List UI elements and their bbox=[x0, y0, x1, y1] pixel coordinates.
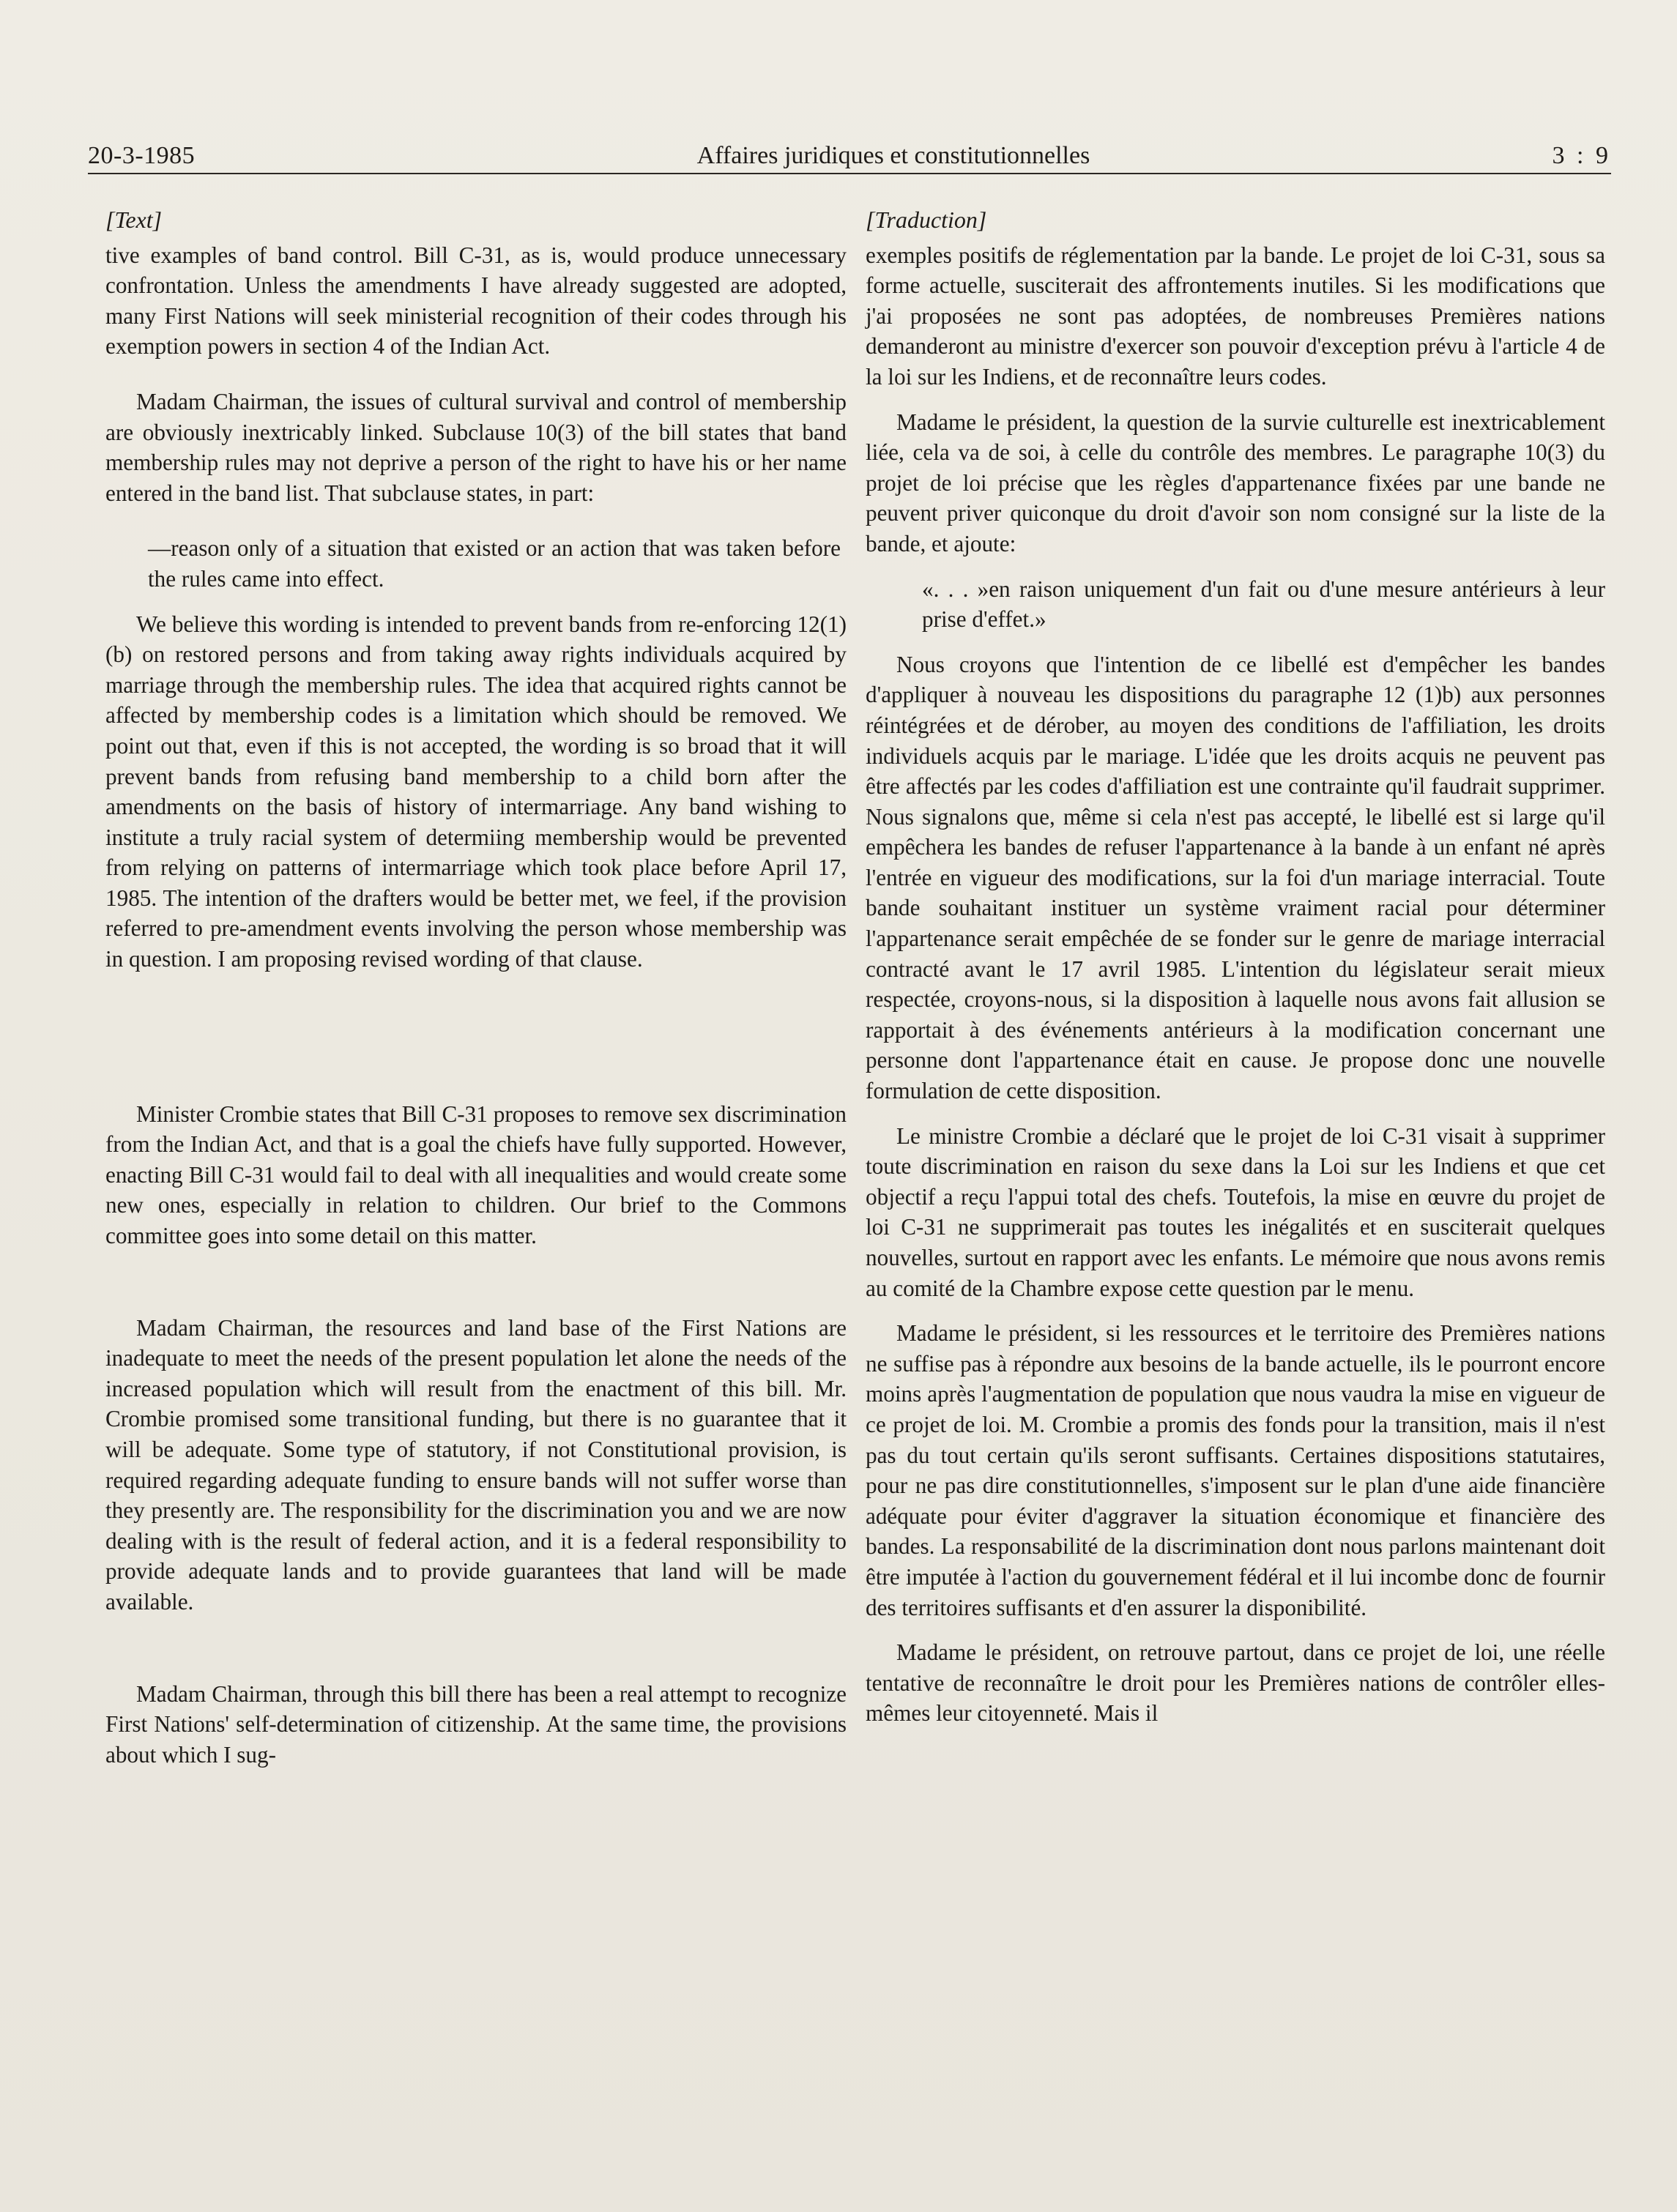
fr-quote: «. . . »en raison uniquement d'un fait ou d'une mesure antérieurs à leur prise d'effet.» bbox=[922, 576, 1605, 633]
fr-paragraph-6: Madame le président, on retrouve partout, dans ce projet de loi, une réelle tentative de reconnaître le droit pour les Premières nations de contrôler elles-mêmes leur citoyenneté. Mais il bbox=[866, 1639, 1605, 1727]
en-paragraph-2: Madam Chairman, the issues of cultural survival and control of membership are obviously inextricably linked. Subclause 10(3) of the bill states that band membership rules may not deprive a person of the right to have his or her name entered in the band list. That subclause states, in part: bbox=[105, 388, 847, 506]
english-column bbox=[105, 205, 847, 1770]
fr-paragraph-4: Le ministre Crombie a déclaré que le projet de loi C-31 visait à supprimer toute discrimination en raison du sexe dans la Loi sur les Indiens et que cet objectif a reçu l'appui total des chefs. Toutefois, la mise en œuvre du projet de loi C-31 ne supprimerait pas toutes les inégalités et en susciterait quelques nouvelles, surtout en rapport avec les enfants. Le mémoire que nous avons remis au comité de la Chambre expose cette question par le menu. bbox=[866, 1122, 1605, 1301]
header-title: Affaires juridiques et constitutionnelles bbox=[696, 142, 1090, 169]
fr-paragraph-2: Madame le président, la question de la survie culturelle est inextricablement liée, cela va de soi, à celle du contrôle des membres. Le paragraphe 10(3) du projet de loi précise que les règles d'appartenance fixées par une bande ne peuvent priver quiconque du droit d'avoir son nom consigné sur la liste de la bande, et ajoute: bbox=[866, 409, 1605, 556]
page-header bbox=[88, 130, 1611, 176]
en-paragraph-1: tive examples of band control. Bill C-31, as is, would produce unnecessary confrontation. Unless the amendments I have already suggested are adopted, many First Nations will seek ministerial recognition of their codes through his exemption powers in section 4 of the Indian Act. bbox=[105, 242, 847, 360]
en-paragraph-4: Minister Crombie states that Bill C-31 proposes to remove sex discrimination from the Indian Act, and that is a goal the chiefs have fully supported. However, enacting Bill C-31 would fail to deal with all inequalities and would create some new ones, especially in relation to children. Our brief to the Commons committee goes into some detail on this matter. bbox=[105, 1101, 847, 1249]
en-quote: —reason only of a situation that existed or an action that was taken before the rules came into effect. bbox=[148, 535, 841, 592]
column-tag-traduction: [Traduction] bbox=[866, 206, 987, 233]
header-date: 20-3-1985 bbox=[88, 142, 196, 169]
header-rule bbox=[88, 173, 1611, 174]
fr-paragraph-1: exemples positifs de réglementation par la bande. Le projet de loi C-31, sous sa forme actuelle, susciterait des affrontements inutiles. Si les modifications que j'ai proposées ne sont pas adoptées, de nombreuses Premières nations demanderont au ministre d'exercer son pouvoir d'exception prévu à l'article 4 de la loi sur les Indiens, et de reconnaître leurs codes. bbox=[866, 242, 1605, 390]
fr-paragraph-3: Nous croyons que l'intention de ce libellé est d'empêcher les bandes d'appliquer à nouveau les dispositions du paragraphe 12 (1)b) aux personnes réintégrées et de dérober, au moyen des conditions de l'affiliation, les droits individuels acquis par le mariage. L'idée que les droits acquis ne peuvent pas être affectés par les codes d'affiliation est une contrainte qu'il faudrait supprimer. Nous signalons que, même si cela n'est pas accepté, le libellé est si large qu'il empêchera les bandes de refuser l'appartenance à la bande à un enfant né après l'entrée en vigueur des modifications, sur la foi d'un mariage interracial. Toute bande souhaitant instituer un système vraiment racial pour déterminer l'appartenance serait empêchée de se fonder sur le genre de mariage interracial contracté avant le 17 avril 1985. L'intention du législateur serait mieux respectée, croyons-nous, si la disposition à laquelle nous avons fait allusion se rapportait à des événements antérieurs à la modification concernant une personne dont l'appartenance était en cause. Je propose donc une nouvelle formulation de cette disposition. bbox=[866, 651, 1605, 1104]
en-paragraph-6: Madam Chairman, through this bill there has been a real attempt to recognize First Nations' self-determination of citizenship. At the same time, the provisions about which I sug- bbox=[105, 1680, 847, 1768]
fr-paragraph-5: Madame le président, si les ressources et le territoire des Premières nations ne suffise pas à répondre aux besoins de la bande actuelle, ils le pourront encore moins après l'augmentation de population que nous vaudra la mise en vigueur de ce projet de loi. M. Crombie a promis des fonds pour la transition, mais il n'est pas du tout certain qu'ils seront suffisants. Certaines dispositions statutaires, pour ne pas dire constitutionnelles, s'imposent sur le plan d'une aide financière adéquate pour éviter d'aggraver la situation économique et financière des bandes. La responsabilité de la discrimination dont nous parlons maintenant doit être imputée à l'action du gouvernement fédéral et il lui incombe donc de fournir des territoires suffisants et d'en assurer la disponibilité. bbox=[866, 1320, 1605, 1620]
header-page-number: 3 : 9 bbox=[1552, 142, 1611, 169]
en-paragraph-5: Madam Chairman, the resources and land base of the First Nations are inadequate to meet the needs of the present population let alone the needs of the increased population which will result from the enactment of this bill. Mr. Crombie promised some transitional funding, but there is no guarantee that it will be adequate. Some type of statutory, if not Constitutional provision, is required regarding adequate funding to ensure bands will not suffer worse than they presently are. The responsibility for the discrimination you and we are now dealing with is the result of federal action, and it is a federal responsibility to provide adequate lands and to provide guarantees that land will be made available. bbox=[105, 1314, 847, 1615]
french-column bbox=[866, 205, 1605, 1729]
column-tag-text: [Text] bbox=[105, 206, 163, 233]
en-paragraph-3: We believe this wording is intended to prevent bands from re-enforcing 12(1)(b) on restored persons and from taking away rights individuals acquired by marriage through the membership rules. The idea that acquired rights cannot be affected by membership codes is a limitation which should be removed. We point out that, even if this is not accepted, the wording is so broad that it will prevent bands from refusing band membership to a child born after the amendments on the basis of history of intermarriage. Any band wishing to institute a truly racial system of determiing membership would be prevented from relying on patterns of intermarriage which took place before April 17, 1985. The intention of the drafters would be better met, we feel, if the provision referred to pre-amendment events involving the person whose membership was in question. I am proposing revised wording of that clause. bbox=[105, 611, 847, 972]
